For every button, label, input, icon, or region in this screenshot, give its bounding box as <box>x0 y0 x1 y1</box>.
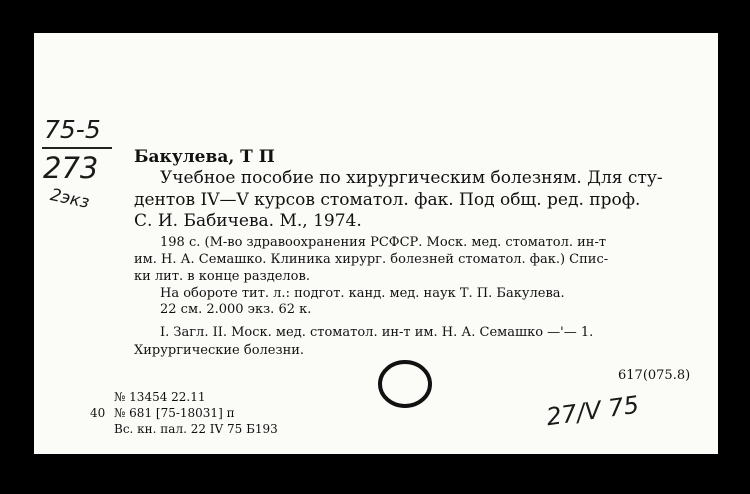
footer-line-2: № 681 [75-18031] п <box>114 406 235 420</box>
footer-line-1: № 13454 22.11 <box>114 390 206 404</box>
title-line-2: дентов IV—V курсов стоматол. фак. Под общ. ред. проф. <box>134 190 641 210</box>
author-line: Бакулева, Т П <box>134 147 275 167</box>
call-number-bottom: 273 <box>43 151 99 185</box>
title-line-3: С. И. Бабичева. М., 1974. <box>134 211 362 231</box>
catalog-card <box>34 33 718 454</box>
classification-number: 617(075.8) <box>618 368 691 383</box>
call-number-divider <box>42 147 112 149</box>
stamp-circle-icon <box>376 358 434 410</box>
tracing-line-1: I. Загл. II. Моск. мед. стоматол. ин-т им. Н. А. Семашко —'— 1. <box>160 325 594 340</box>
handwritten-date: 27/V 75 <box>544 390 641 432</box>
call-number-top: 75-5 <box>44 115 101 144</box>
description-line-3: ки лит. в конце разделов. <box>134 269 310 284</box>
footer-line-3: Вс. кн. пал. 22 IV 75 Б193 <box>114 422 278 436</box>
title-line-1: Учебное пособие по хирургическим болезням. Для сту- <box>160 168 663 188</box>
description-line-2: им. Н. А. Семашко. Клиника хирург. болезней стоматол. фак.) Спис- <box>134 252 609 267</box>
copies-note: 2экз <box>48 185 92 213</box>
verso-line-1: На обороте тит. л.: подгот. канд. мед. наук Т. П. Бакулева. <box>160 286 565 301</box>
tracing-line-2: Хирургические болезни. <box>134 343 305 358</box>
footer-line-2-prefix: 40 <box>90 406 106 420</box>
description-line-1: 198 с. (М-во здравоохранения РСФСР. Моск. мед. стоматол. ин-т <box>160 235 607 250</box>
verso-line-2: 22 см. 2.000 экз. 62 к. <box>160 302 312 317</box>
